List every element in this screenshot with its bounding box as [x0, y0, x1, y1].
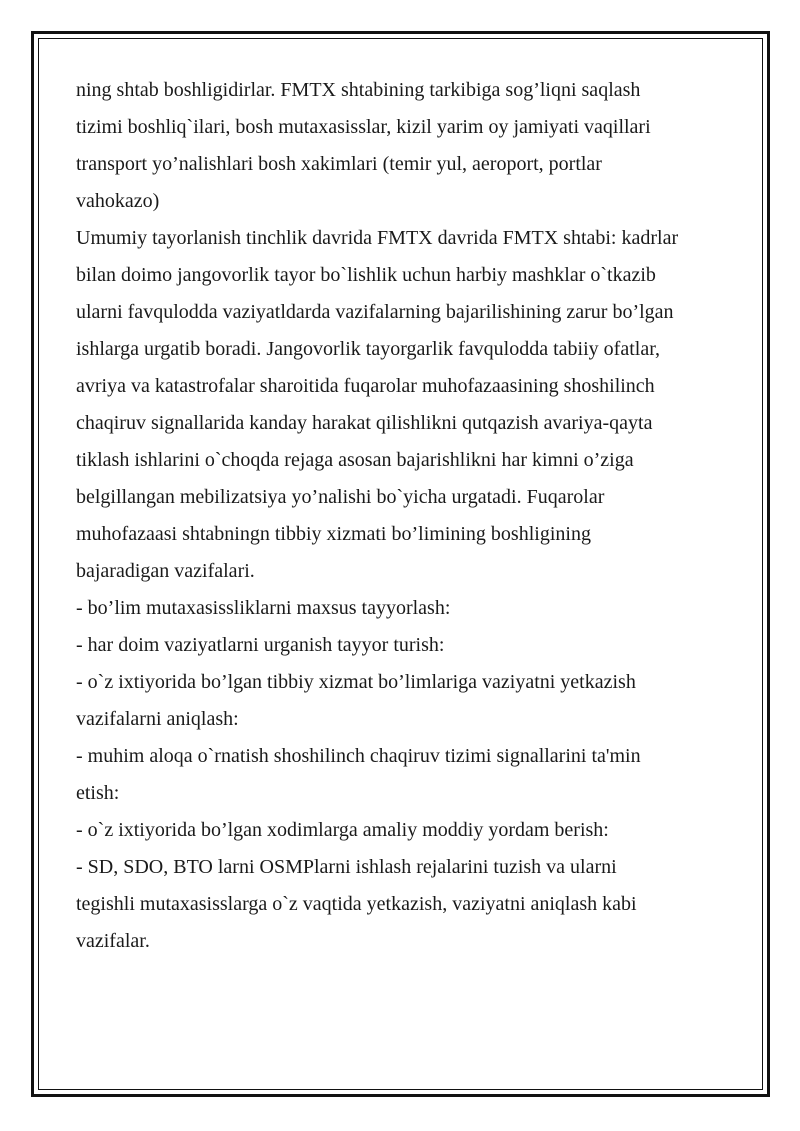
text-line: ishlarga urgatib boradi. Jangovorlik tayorgarlik favqulodda tabiiy ofatlar,: [76, 338, 661, 360]
list-item: - o`z ixtiyorida bo’lgan tibbiy xizmat bo’limlariga vaziyatni yetkazish: [76, 671, 636, 693]
text-line: tizimi boshliq`ilari, bosh mutaxasisslar, kizil yarim oy jamiyati vaqillari: [76, 116, 651, 138]
text-line: muhofazaasi shtabningn tibbiy xizmati bo’limining boshligining: [76, 523, 591, 545]
text-line: avriya va katastrofalar sharoitida fuqarolar muhofazaasining shoshilinch: [76, 375, 655, 397]
text-line: tiklash ishlarini o`choqda rejaga asosan bajarishlikni har kimni o’ziga: [76, 449, 634, 471]
list-item: - har doim vaziyatlarni urganish tayyor turish:: [76, 634, 445, 656]
list-item: - bo’lim mutaxasissliklarni maxsus tayyorlash:: [76, 597, 451, 619]
text-line: ning shtab boshligidirlar. FMTX shtabining tarkibiga sog’liqni saqlash: [76, 79, 641, 101]
list-item-continuation: vazifalar.: [76, 930, 150, 952]
text-line: chaqiruv signallarida kanday harakat qilishlikni qutqazish avariya-qayta: [76, 412, 653, 434]
text-line: belgillangan mebilizatsiya yo’nalishi bo`yicha urgatadi. Fuqarolar: [76, 486, 605, 508]
list-item: - SD, SDO, BTO larni OSMPlarni ishlash rejalarini tuzish va ularni: [76, 856, 617, 878]
text-line: transport yo’nalishlari bosh xakimlari (temir yul, aeroport, portlar: [76, 153, 602, 175]
list-item-continuation: etish:: [76, 782, 120, 804]
text-line: vahokazo): [76, 190, 160, 212]
text-line: bajaradigan vazifalari.: [76, 560, 255, 582]
list-item: - o`z ixtiyorida bo’lgan xodimlarga amaliy moddiy yordam berish:: [76, 819, 609, 841]
text-line: Umumiy tayorlanish tinchlik davrida FMTX davrida FMTX shtabi: kadrlar: [76, 227, 679, 249]
document-body: [76, 72, 736, 960]
list-item: - muhim aloqa o`rnatish shoshilinch chaqiruv tizimi signallarini ta'min: [76, 745, 641, 767]
text-line: bilan doimo jangovorlik tayor bo`lishlik uchun harbiy mashklar o`tkazib: [76, 264, 656, 286]
list-item-continuation: tegishli mutaxasisslarga o`z vaqtida yetkazish, vaziyatni aniqlash kabi: [76, 893, 637, 915]
text-line: ularni favqulodda vaziyatldarda vazifalarning bajarilishining zarur bo’lgan: [76, 301, 674, 323]
list-item-continuation: vazifalarni aniqlash:: [76, 708, 239, 730]
